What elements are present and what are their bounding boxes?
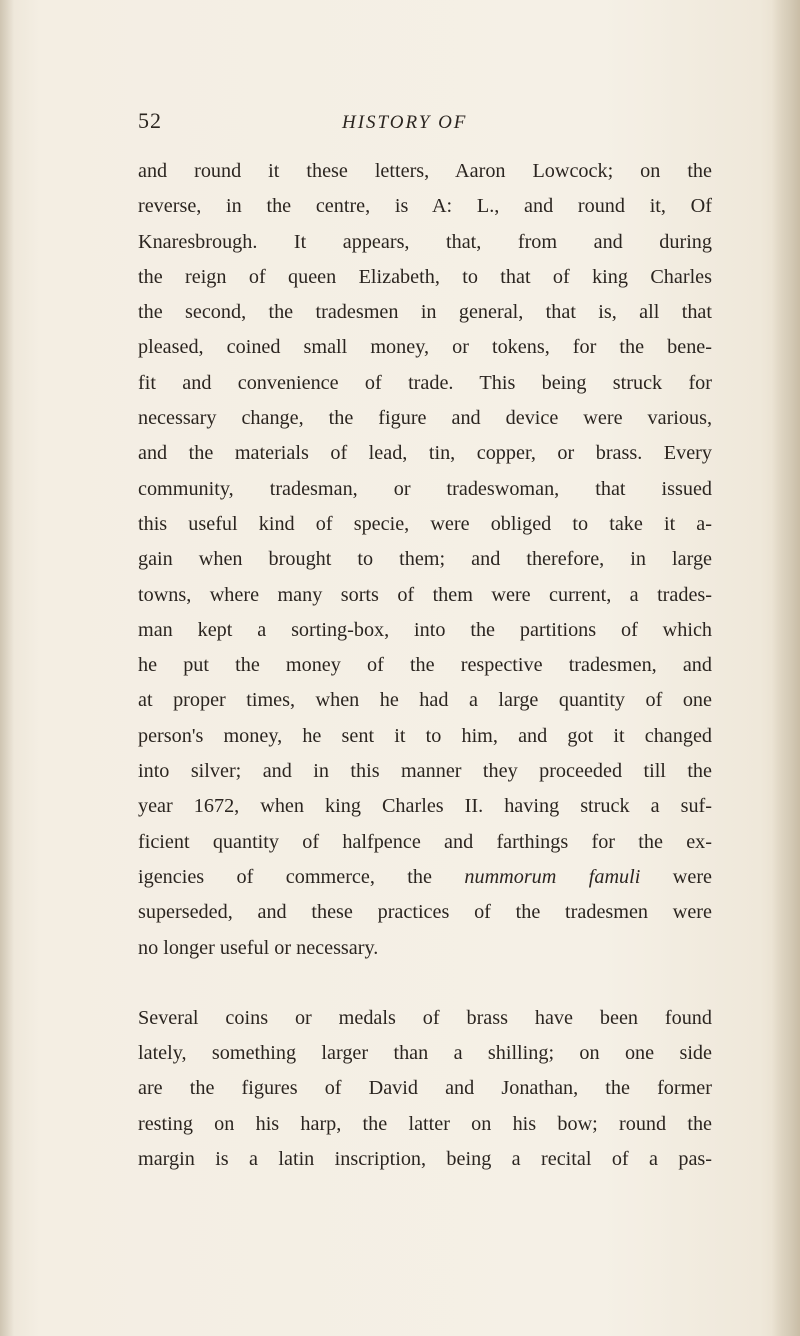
text-fragment: were bbox=[672, 865, 713, 888]
text-line: Several coins or medals of brass have been found bbox=[138, 1006, 712, 1029]
page-header bbox=[138, 108, 718, 148]
page-edge-shadow bbox=[772, 0, 800, 1336]
text-line: and the materials of lead, tin, copper, or brass. Every bbox=[138, 442, 712, 465]
text-line: margin is a latin inscription, being a recital of a pas- bbox=[138, 1148, 712, 1171]
text-line: into silver; and in this manner they proceeded till the bbox=[138, 760, 712, 783]
page-gutter-shadow bbox=[0, 0, 14, 1336]
text-line: resting on his harp, the latter on his bow; round the bbox=[138, 1112, 712, 1135]
running-head: HISTORY OF bbox=[342, 112, 468, 133]
text-line: community, tradesman, or tradeswoman, that issued bbox=[138, 477, 712, 500]
text-line: towns, where many sorts of them were current, a trades- bbox=[138, 583, 712, 606]
text-line: lately, something larger than a shilling; on one side bbox=[138, 1042, 712, 1065]
text-line: person's money, he sent it to him, and got it changed bbox=[138, 724, 712, 747]
text-line: gain when brought to them; and therefore, in large bbox=[138, 548, 712, 571]
text-fragment: igencies of commerce, the bbox=[138, 865, 432, 888]
text-line: are the figures of David and Jonathan, the former bbox=[138, 1077, 712, 1100]
text-line: Knaresbrough. It appears, that, from and during bbox=[138, 230, 712, 253]
text-line: pleased, coined small money, or tokens, for the bene- bbox=[138, 336, 712, 359]
text-line: this useful kind of specie, were obliged to take it a- bbox=[138, 512, 712, 535]
latin-phrase: nummorum famuli bbox=[464, 865, 641, 888]
text-line: at proper times, when he had a large quantity of one bbox=[138, 689, 712, 712]
text-line: man kept a sorting-box, into the partitions of which bbox=[138, 618, 712, 641]
text-line: no longer useful or necessary. bbox=[138, 936, 379, 959]
text-line: reverse, in the centre, is A: L., and round it, Of bbox=[138, 195, 712, 218]
text-line: necessary change, the figure and device were various, bbox=[138, 407, 712, 430]
body-text bbox=[138, 154, 712, 1177]
text-line: ficient quantity of halfpence and farthings for the ex- bbox=[138, 830, 712, 853]
text-line: he put the money of the respective tradesmen, and bbox=[138, 654, 712, 677]
page-number: 52 bbox=[138, 108, 162, 133]
text-line: fit and convenience of trade. This being struck for bbox=[138, 371, 712, 394]
paragraph-2 bbox=[138, 1001, 712, 1177]
text-line: superseded, and these practices of the tradesmen were bbox=[138, 901, 712, 924]
text-line: and round it these letters, Aaron Lowcock; on the bbox=[138, 160, 712, 182]
paragraph-1 bbox=[138, 154, 712, 966]
text-line: the reign of queen Elizabeth, to that of king Charles bbox=[138, 265, 712, 288]
text-line: the second, the tradesmen in general, that is, all that bbox=[138, 301, 712, 324]
text-line-mixed bbox=[138, 860, 712, 895]
text-line: year 1672, when king Charles II. having struck a suf- bbox=[138, 795, 712, 818]
